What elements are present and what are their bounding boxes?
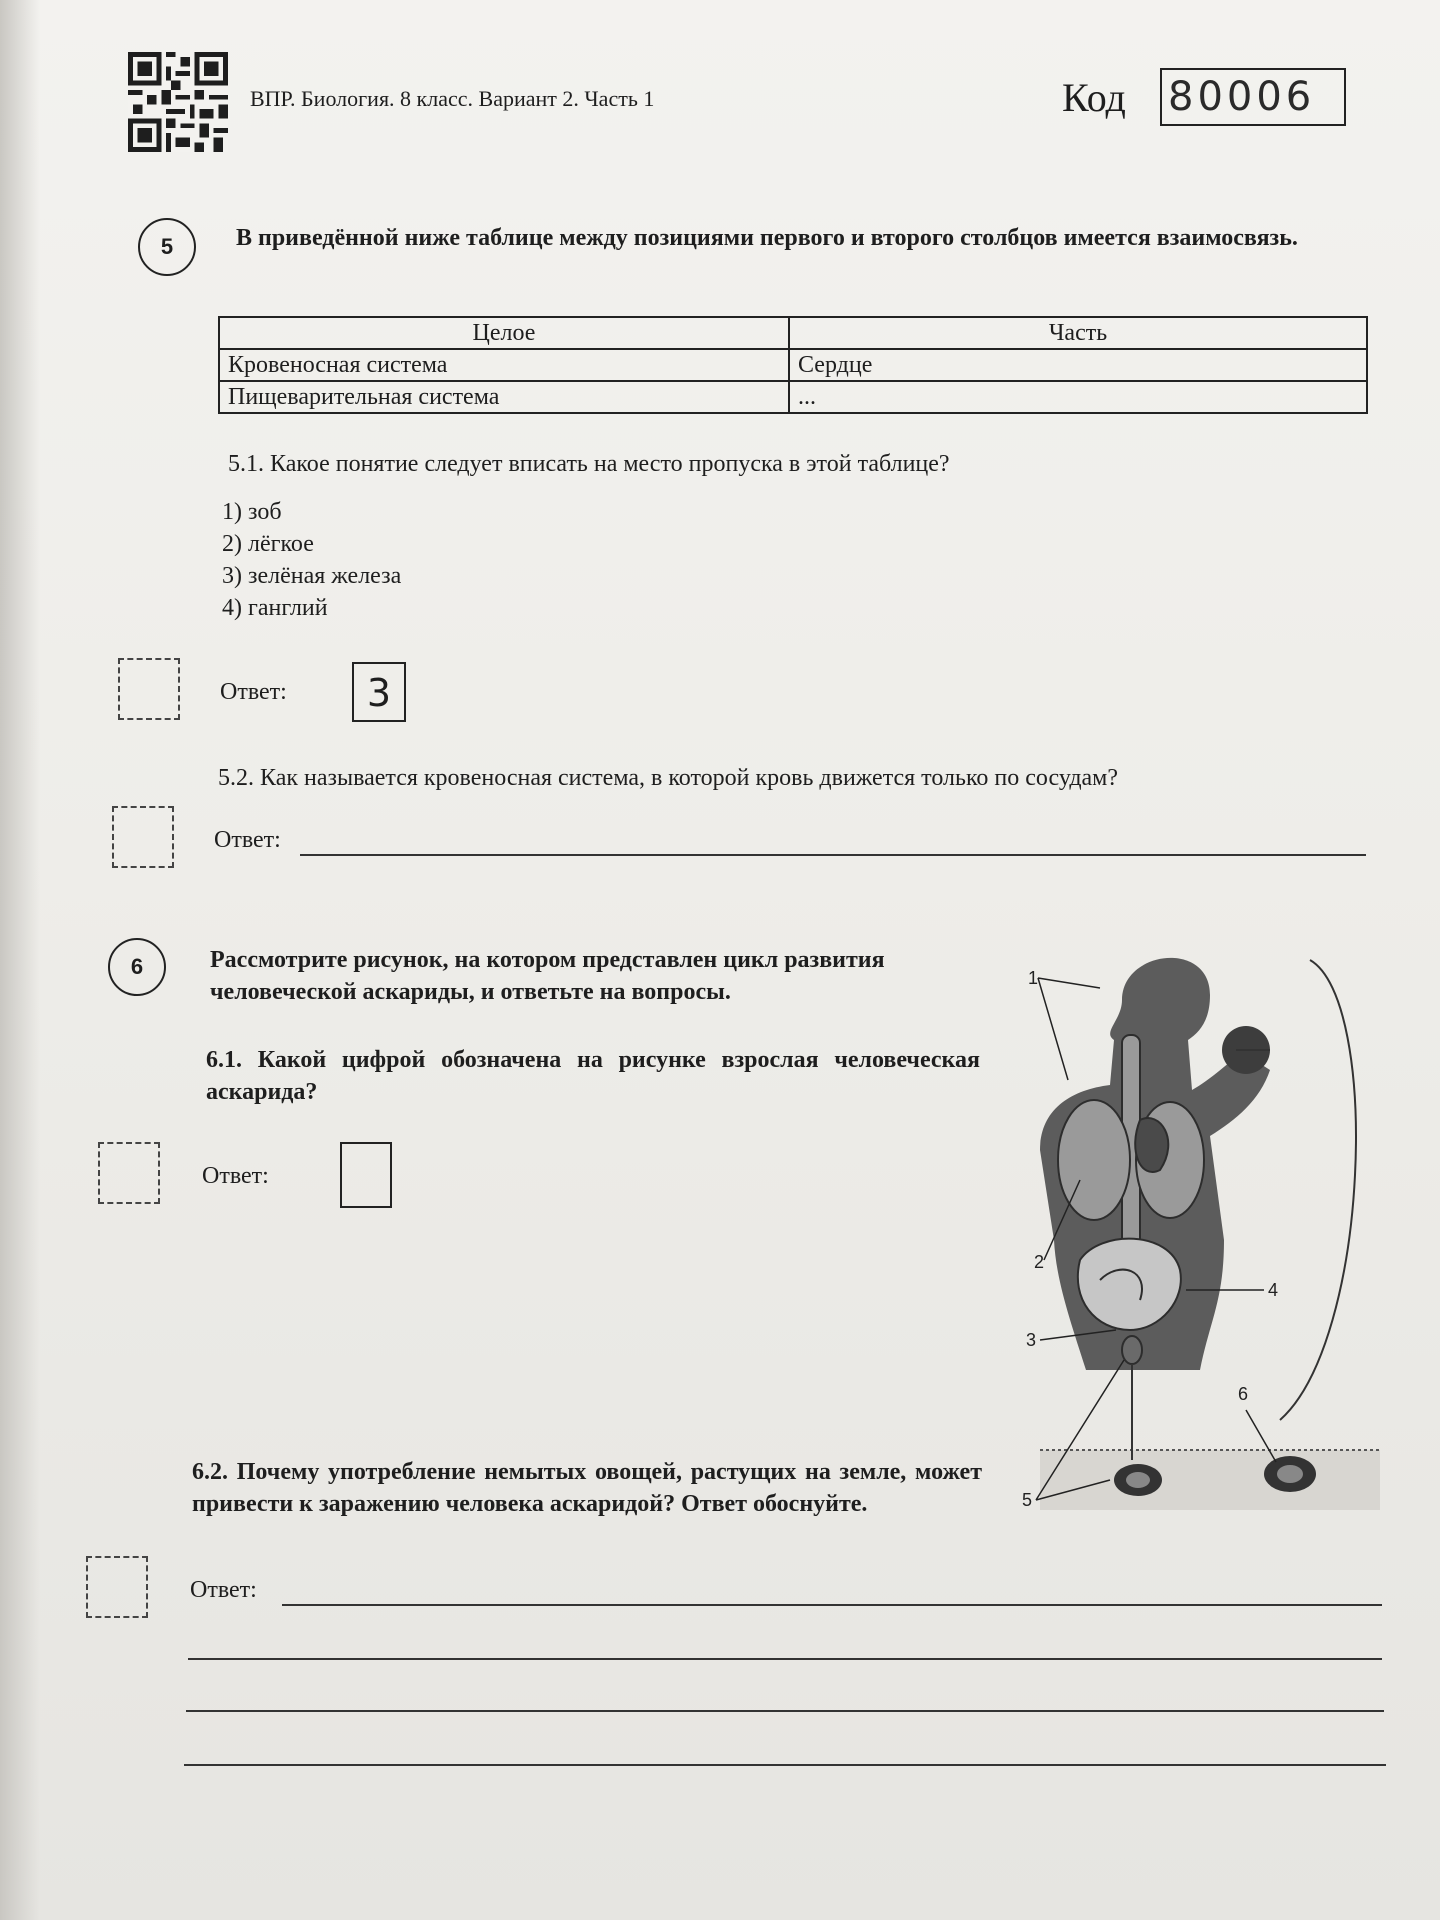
option-1: 1) зоб — [222, 499, 282, 525]
question-6-2-text: 6.2. Почему употребление немытых овощей, растущих на земле, может привести к заражению человека аскаридой? Ответ обоснуйте. — [192, 1459, 982, 1517]
qr-code-icon — [128, 52, 228, 152]
figure-label-4: 4 — [1268, 1280, 1279, 1300]
soil-icon — [1040, 1450, 1380, 1510]
answer-field-6-1[interactable] — [340, 1142, 392, 1208]
score-box-6-2[interactable] — [86, 1556, 148, 1618]
table-cell: Пищеварительная система — [219, 381, 789, 413]
answer-line-6-2[interactable] — [184, 1764, 1386, 1766]
figure-label-6: 6 — [1238, 1384, 1249, 1404]
answer-label-6-2: Ответ: — [190, 1577, 257, 1603]
question-6-number: 6 — [108, 938, 166, 996]
score-box-5-2[interactable] — [112, 806, 174, 868]
answer-line-6-2[interactable] — [282, 1604, 1382, 1606]
code-field[interactable]: 80006 — [1160, 68, 1346, 126]
answer-label-6-1: Ответ: — [202, 1163, 269, 1189]
question-6-intro: Рассмотрите рисунок, на котором представлен цикл развития человеческой аскариды, и ответьте на вопросы. — [210, 947, 885, 1005]
question-5-number: 5 — [138, 218, 196, 276]
figure-label-1: 1 — [1028, 968, 1039, 988]
table-cell: ... — [789, 381, 1367, 413]
answer-label-5-1: Ответ: — [220, 679, 287, 705]
question-5-2-text: 5.2. Как называется кровеносная система, в которой кровь движется только по сосудам? — [218, 765, 1119, 791]
option-4: 4) ганглий — [222, 595, 328, 621]
question-5-intro: В приведённой ниже таблице между позициями первого и второго столбцов имеется взаимосвязь. — [236, 225, 1298, 251]
code-label: Код — [1062, 75, 1126, 120]
header-title: ВПР. Биология. 8 класс. Вариант 2. Часть 1 — [250, 86, 655, 111]
table-header-part: Часть — [789, 317, 1367, 349]
table-cell: Кровеносная система — [219, 349, 789, 381]
table-row — [219, 381, 1367, 413]
answer-line-6-2[interactable] — [188, 1658, 1382, 1660]
page-shadow — [0, 0, 40, 1920]
question-5-1-text: 5.1. Какое понятие следует вписать на место пропуска в этой таблице? — [228, 451, 950, 477]
option-2: 2) лёгкое — [222, 531, 314, 557]
answer-field-5-1[interactable]: 3 — [352, 662, 406, 722]
answer-label-5-2: Ответ: — [214, 827, 281, 853]
question-6-1-text: 6.1. Какой цифрой обозначена на рисунке взрослая человеческая аскарида? — [206, 1047, 980, 1105]
figure-label-5: 5 — [1022, 1490, 1033, 1510]
relation-table — [218, 316, 1368, 414]
table-cell: Сердце — [789, 349, 1367, 381]
answer-line-6-2[interactable] — [186, 1710, 1384, 1712]
table-row — [219, 349, 1367, 381]
answer-line-5-2[interactable] — [300, 854, 1366, 856]
figure-label-2: 2 — [1034, 1252, 1045, 1272]
figure-label-3: 3 — [1026, 1330, 1037, 1350]
ascaris-life-cycle-figure — [1010, 940, 1380, 1530]
score-box-5-1[interactable] — [118, 658, 180, 720]
option-3: 3) зелёная железа — [222, 563, 402, 589]
score-box-6-1[interactable] — [98, 1142, 160, 1204]
table-header-whole: Целое — [219, 317, 789, 349]
